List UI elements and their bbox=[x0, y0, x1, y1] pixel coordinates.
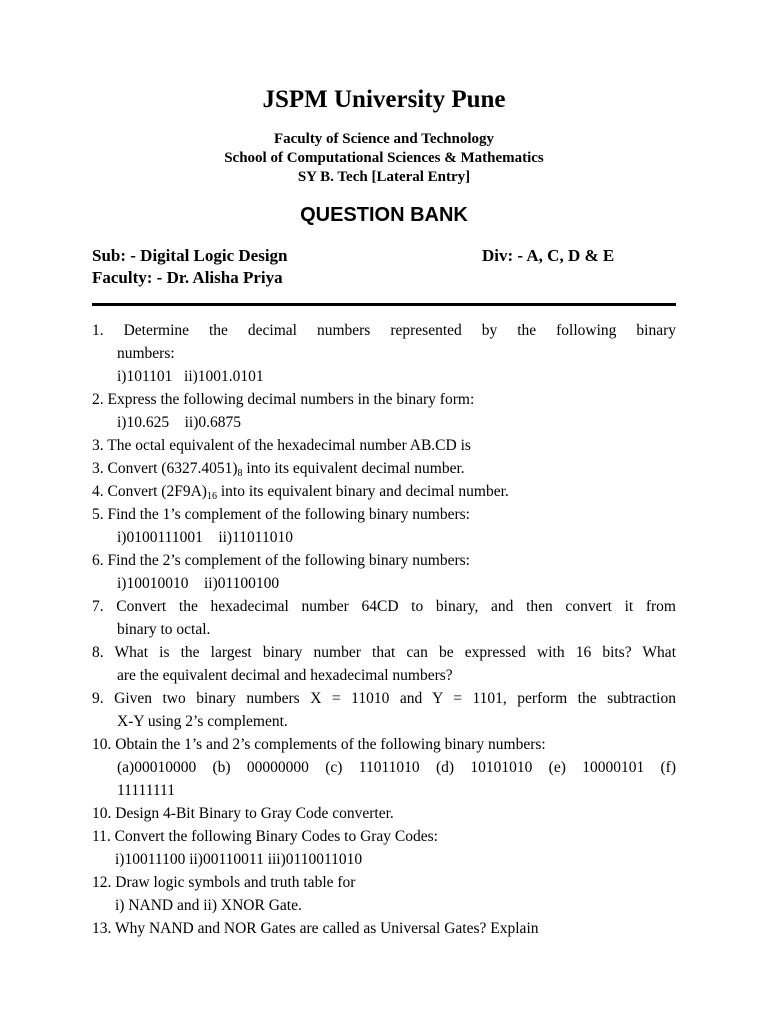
question-4-base: 16 bbox=[206, 491, 217, 502]
question-6-line-2: i)10010010 ii)01100100 bbox=[117, 575, 280, 592]
question-1-line-1: 1. Determine the decimal numbers represented by the following binary bbox=[92, 322, 676, 339]
question-9-line-1: 9. Given two binary numbers X = 11010 and Y = 1101, perform the subtraction bbox=[92, 690, 676, 707]
question-10b: 10. Design 4-Bit Binary to Gray Code converter. bbox=[92, 805, 394, 822]
division-label: Div: - A, C, D & E bbox=[482, 246, 615, 265]
question-2-line-2: i)10.625 ii)0.6875 bbox=[117, 414, 241, 431]
school-line: School of Computational Sciences & Mathematics bbox=[224, 150, 544, 166]
question-1-line-2: numbers: bbox=[117, 345, 175, 362]
header-divider bbox=[92, 303, 676, 306]
question-9-line-2: X-Y using 2’s complement. bbox=[117, 713, 288, 730]
question-12-line-1: 12. Draw logic symbols and truth table for bbox=[92, 874, 356, 891]
question-13: 13. Why NAND and NOR Gates are called as Universal Gates? Explain bbox=[92, 920, 539, 937]
question-4 bbox=[92, 480, 676, 503]
question-5-line-1: 5. Find the 1’s complement of the following binary numbers: bbox=[92, 506, 470, 523]
question-11-line-1: 11. Convert the following Binary Codes to Gray Codes: bbox=[92, 828, 438, 845]
faculty-line: Faculty of Science and Technology bbox=[273, 131, 494, 147]
university-title: JSPM University Pune bbox=[262, 86, 506, 113]
question-10a-line-3: 11111111 bbox=[117, 782, 175, 799]
question-4-rest: into its equivalent binary and decimal number. bbox=[216, 483, 509, 500]
question-10a-line-1: 10. Obtain the 1’s and 2’s complements of the following binary numbers: bbox=[92, 736, 546, 753]
question-3b-base: 8 bbox=[237, 468, 243, 479]
question-3a: 3. The octal equivalent of the hexadecimal number AB.CD is bbox=[92, 437, 471, 454]
question-8-line-1: 8. What is the largest binary number that can be expressed with 16 bits? What bbox=[92, 644, 676, 661]
question-3b-text: 3. Convert (6327.4051) bbox=[92, 460, 238, 477]
question-7-line-1: 7. Convert the hexadecimal number 64CD to binary, and then convert it from bbox=[92, 598, 676, 615]
question-2-line-1: 2. Express the following decimal numbers in the binary form: bbox=[92, 391, 475, 408]
question-12-line-2: i) NAND and ii) XNOR Gate. bbox=[115, 897, 302, 914]
subject-label: Sub: - Digital Logic Design bbox=[92, 246, 288, 265]
program-line: SY B. Tech [Lateral Entry] bbox=[297, 169, 471, 185]
document-title: QUESTION BANK bbox=[300, 204, 468, 226]
question-6-line-1: 6. Find the 2’s complement of the following binary numbers: bbox=[92, 552, 470, 569]
question-10a-line-2: (a)00010000 (b) 00000000 (c) 11011010 (d) 10101010 (e) 10000101 (f) bbox=[117, 759, 676, 776]
question-1-line-3: i)101101 ii)1001.0101 bbox=[117, 368, 264, 385]
question-7-line-2: binary to octal. bbox=[117, 621, 211, 638]
question-11-line-2: i)10011100 ii)00110011 iii)0110011010 bbox=[115, 851, 363, 868]
question-8-line-2: are the equivalent decimal and hexadecimal numbers? bbox=[117, 667, 453, 684]
question-4-text: 4. Convert (2F9A) bbox=[92, 483, 207, 500]
question-5-line-2: i)0100111001 ii)11011010 bbox=[117, 529, 293, 546]
question-3b bbox=[92, 457, 676, 480]
faculty-name-label: Faculty: - Dr. Alisha Priya bbox=[92, 268, 283, 287]
question-3b-rest: into its equivalent decimal number. bbox=[242, 460, 465, 477]
